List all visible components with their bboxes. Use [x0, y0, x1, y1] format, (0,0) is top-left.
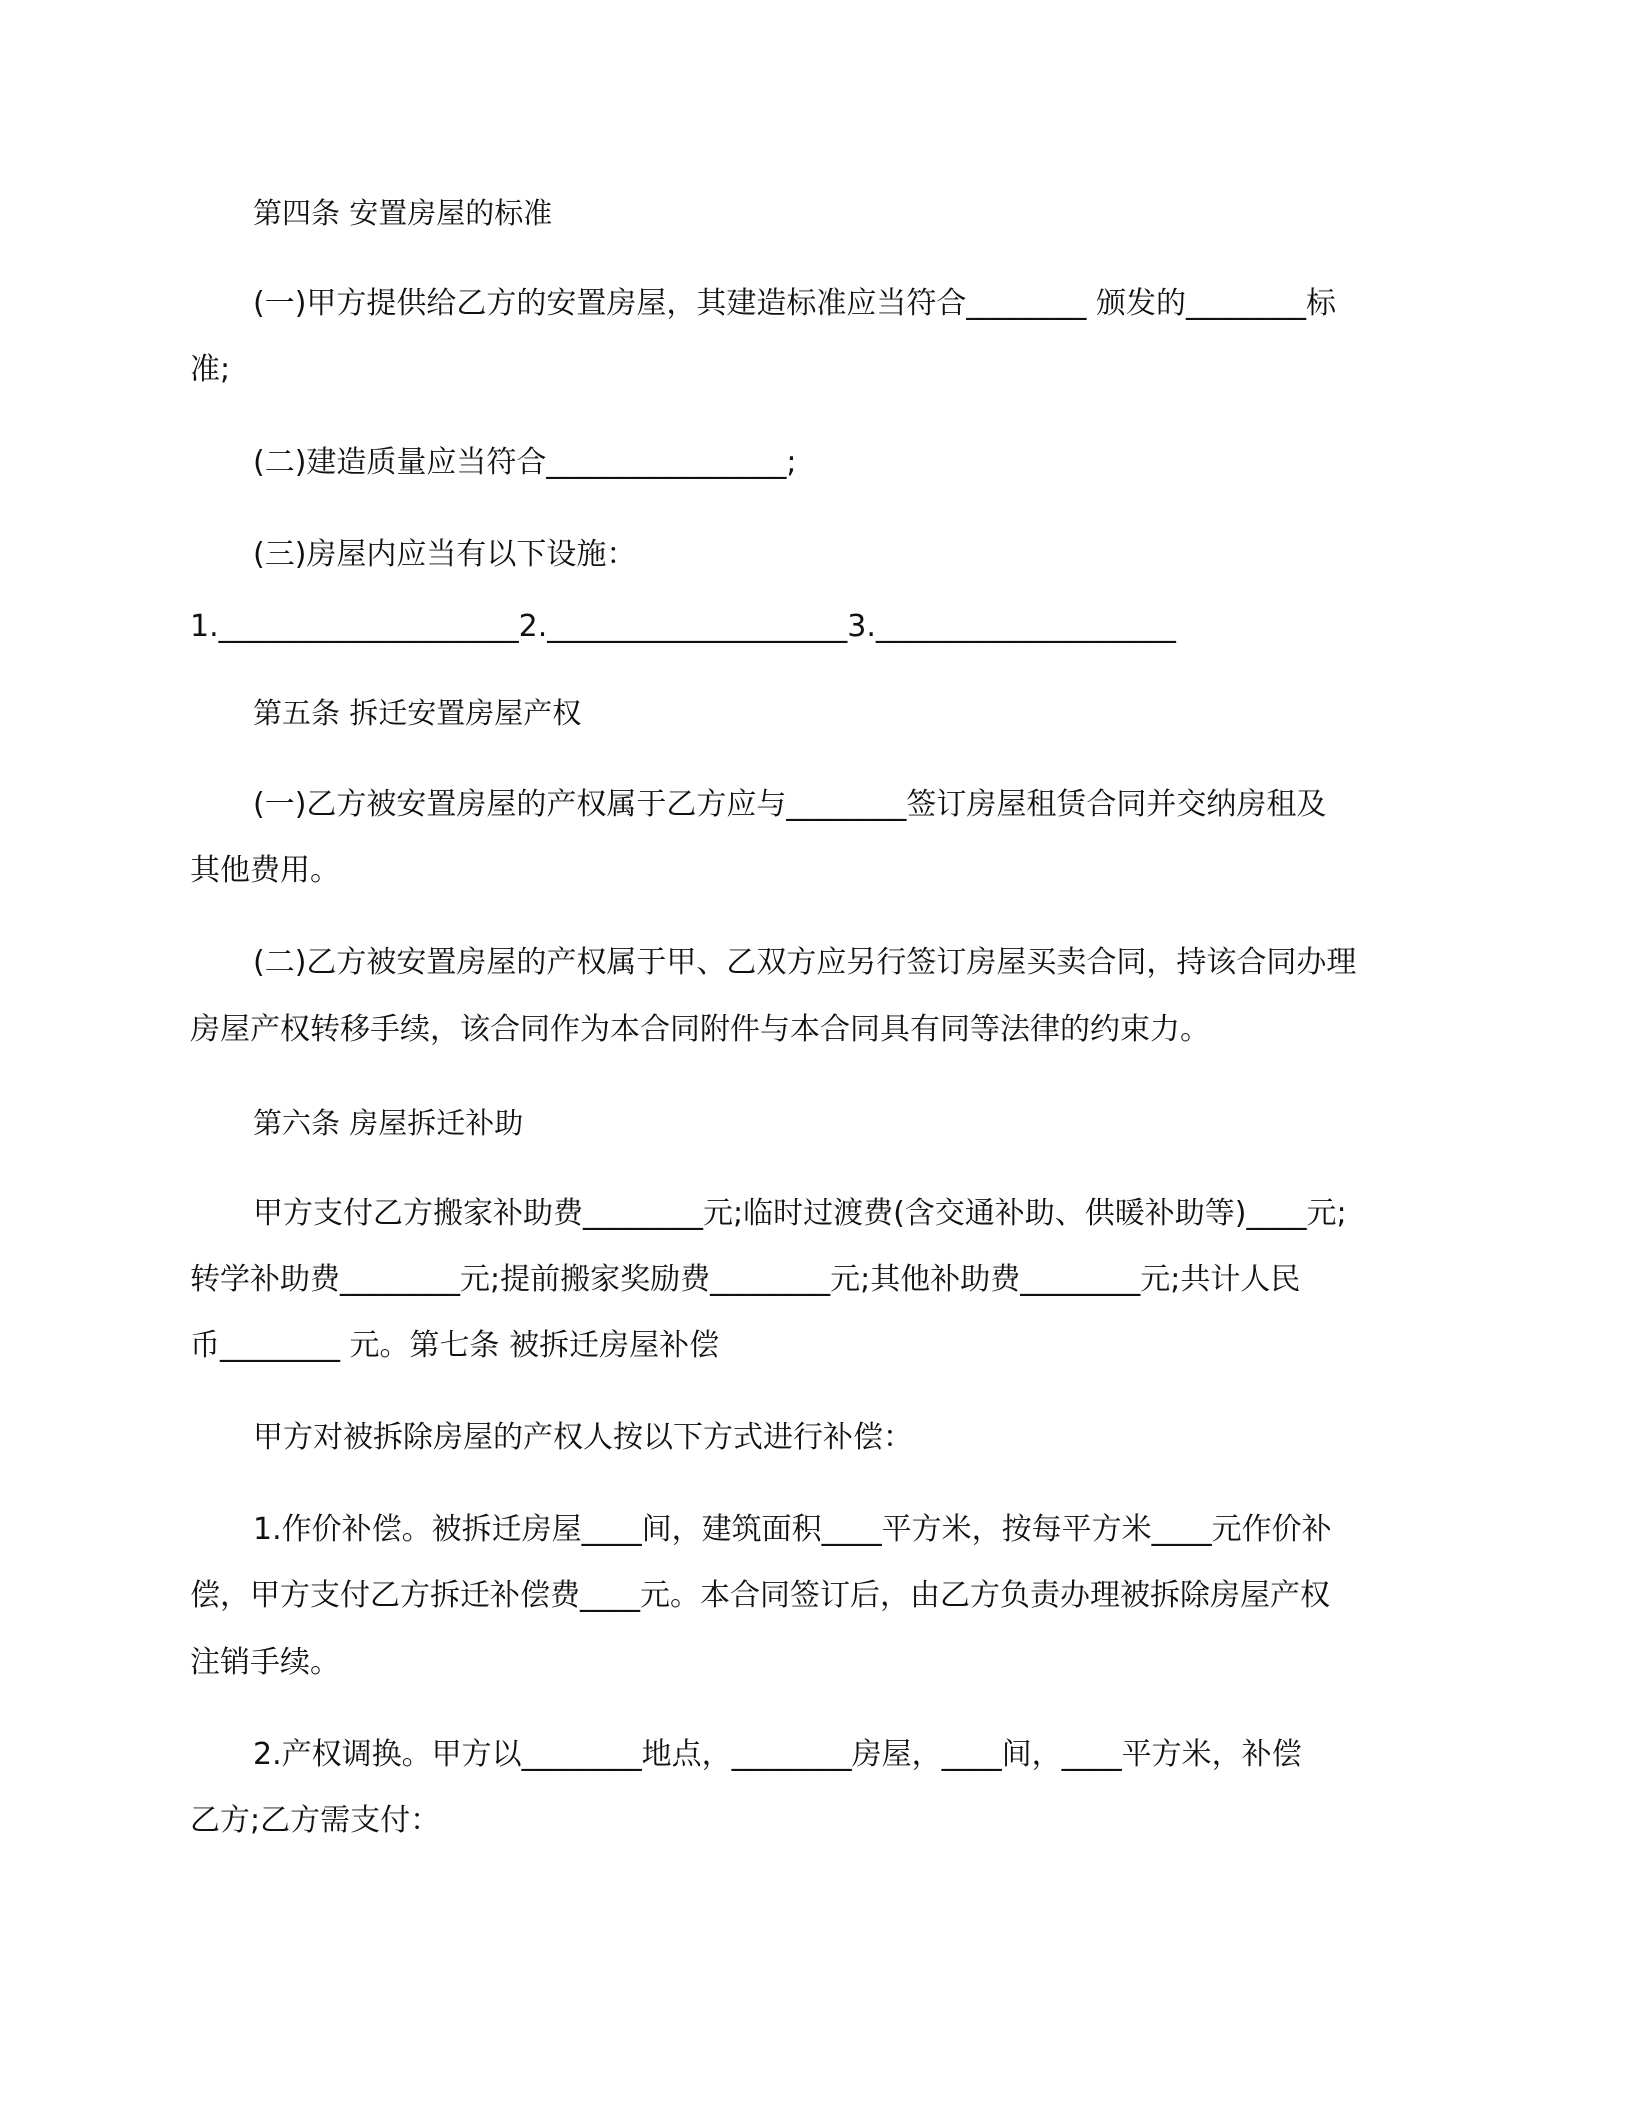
article-7-item-1-line-1: 1.作价补偿。被拆迁房屋____间，建筑面积____平方米，按每平方米____元作价补 — [253, 1512, 1332, 1547]
article-7-item-2-line-2: 乙方;乙方需支付： — [190, 1803, 441, 1838]
article-7-item-1-line-3: 注销手续。 — [190, 1645, 340, 1680]
article-4-facilities-list: 1.____________________2.____________________3.____________________ — [190, 609, 1176, 644]
article-7-item-2-line-1: 2.产权调换。甲方以________地点，________房屋，____间，____平方米，补偿 — [253, 1737, 1302, 1772]
article-5-item-2-line-2: 房屋产权转移手续，该合同作为本合同附件与本合同具有同等法律的约束力。 — [190, 1012, 1210, 1047]
article-4-item-1-line-2: 准; — [190, 352, 231, 387]
article-6-line-2: 转学补助费________元;提前搬家奖励费________元;其他补助费________元;共计人民 — [190, 1262, 1301, 1297]
article-5-item-1-line-2: 其他费用。 — [190, 853, 340, 888]
article-4-item-2: (二)建造质量应当符合________________; — [253, 445, 797, 480]
article-7-item-1-line-2: 偿，甲方支付乙方拆迁补偿费____元。本合同签订后，由乙方负责办理被拆除房屋产权 — [190, 1578, 1330, 1613]
article-6-line-1: 甲方支付乙方搬家补助费________元;临时过渡费(含交通补助、供暖补助等)____元; — [253, 1196, 1347, 1231]
article-5-heading: 第五条 拆迁安置房屋产权 — [253, 696, 582, 730]
article-6-line-3: 币________ 元。第七条 被拆迁房屋补偿 — [190, 1328, 720, 1363]
article-4-item-3: (三)房屋内应当有以下设施： — [253, 537, 637, 572]
article-4-item-1-line-1: (一)甲方提供给乙方的安置房屋，其建造标准应当符合________ 颁发的________标 — [253, 286, 1336, 321]
article-7-intro: 甲方对被拆除房屋的产权人按以下方式进行补偿： — [253, 1420, 913, 1455]
article-4-heading: 第四条 安置房屋的标准 — [253, 196, 553, 230]
article-5-item-1-line-1: (一)乙方被安置房屋的产权属于乙方应与________签订房屋租赁合同并交纳房租及 — [253, 787, 1327, 822]
article-5-item-2-line-1: (二)乙方被安置房屋的产权属于甲、乙双方应另行签订房屋买卖合同，持该合同办理 — [253, 945, 1357, 980]
article-6-heading: 第六条 房屋拆迁补助 — [253, 1106, 524, 1140]
